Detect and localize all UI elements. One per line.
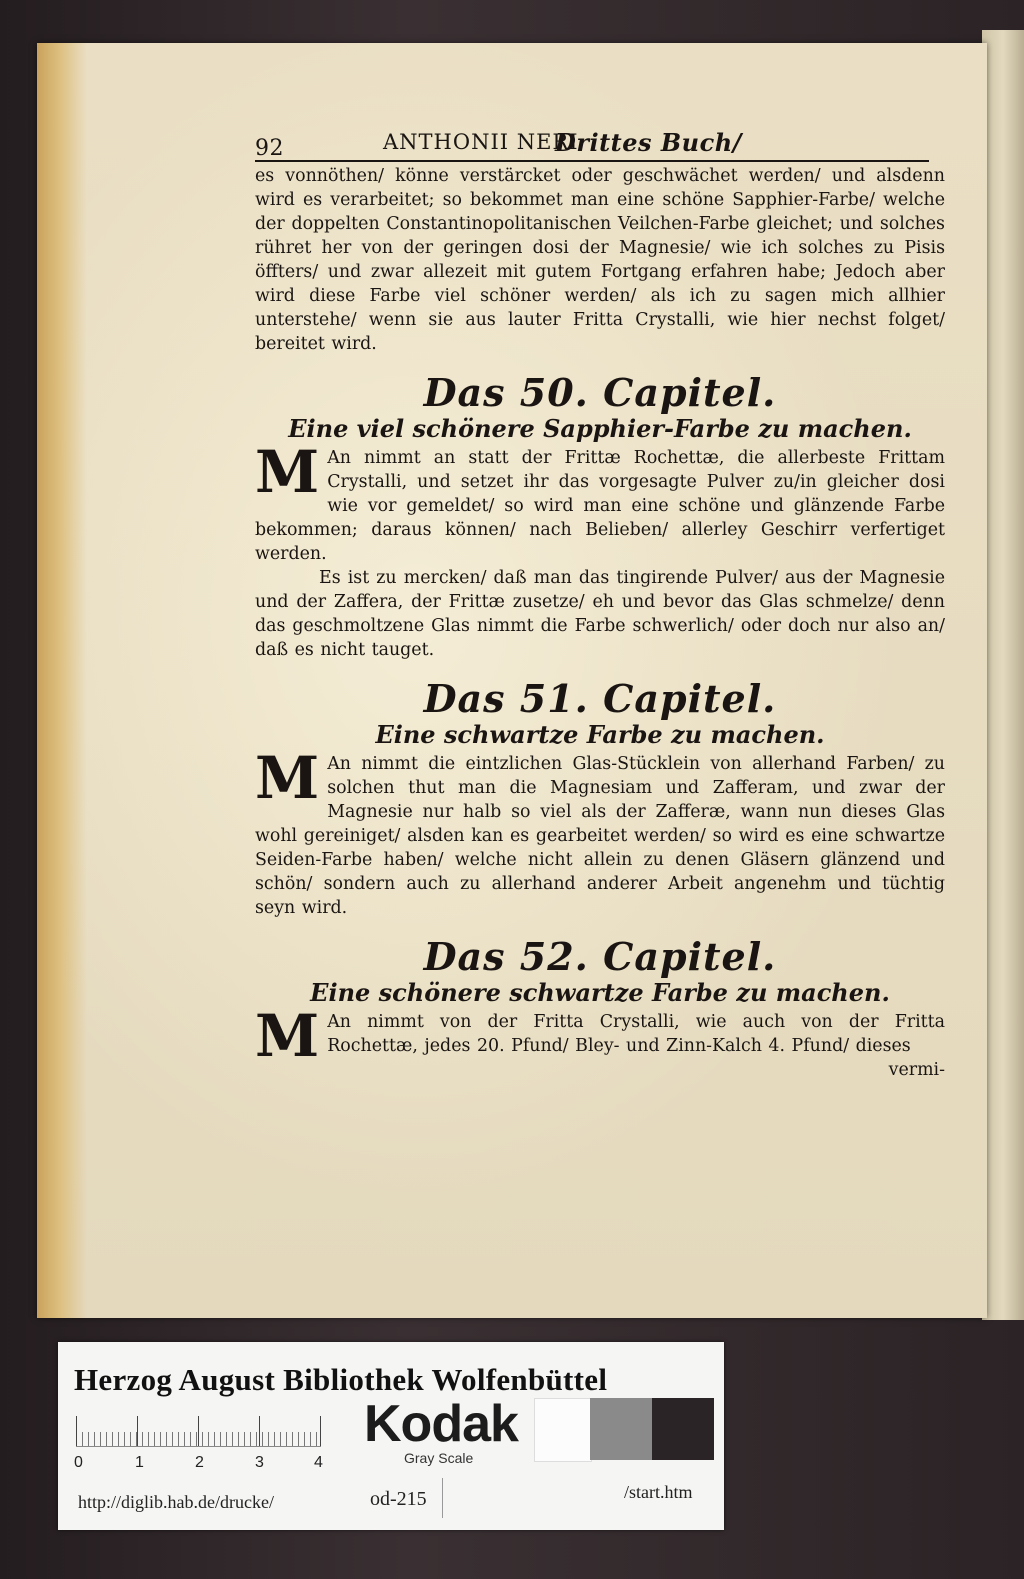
page-gutter xyxy=(37,43,87,1318)
library-name: Herzog August Bibliothek Wolfenbüttel xyxy=(74,1362,608,1397)
ruler-number: 1 xyxy=(135,1454,144,1471)
ruler-number: 0 xyxy=(74,1454,83,1471)
drop-cap: M xyxy=(255,438,320,506)
url-suffix: /start.htm xyxy=(624,1482,693,1502)
ruler-number: 4 xyxy=(314,1454,323,1471)
head-rule xyxy=(255,160,929,162)
chapter-subtitle: Eine viel schönere Sapphier-Farbe zu machen. xyxy=(288,414,912,443)
ruler-tick xyxy=(198,1416,199,1446)
ruler-number: 3 xyxy=(255,1454,264,1471)
adjacent-page-edge xyxy=(982,30,1024,1320)
chapter-title: Das 52. Capitel. xyxy=(423,934,777,979)
ruler-tick xyxy=(320,1416,321,1446)
page-number: 92 xyxy=(255,136,284,161)
chapter-paragraph-text: An nimmt von der Fritta Crystalli, wie auch von der Fritta Rochettæ, jedes 20. Pfund/ Bley- und Zinn-Kalch 4. Pfund/ dieses xyxy=(327,1012,945,1056)
chapter-paragraph-text: An nimmt die eintzlichen Glas-Stücklein von allerhand Farben/ zu solchen thut man die Magnesiam und Zafferam, und zwar der Magnesie nur halb so viel als der Zafferæ, wann nun dieses Glas wohl gereiniget/ alsden kan es gearbeitet werden/ so wird es eine schwartze Seiden-Farbe haben/ welche nicht allein zu denen Gläsern glänzend und schön/ sondern auch zu allerhand anderer Arbeit angenehm und tüchtig seyn wird. xyxy=(255,754,945,918)
drop-cap: M xyxy=(255,744,320,812)
item-id: od-215 xyxy=(370,1488,427,1510)
gray-scale-label: Gray Scale xyxy=(404,1450,474,1466)
chapter-paragraph-2: Es ist zu mercken/ daß man das tingirende Pulver/ aus der Magnesie und der Zaffera, der Frittæ zusetze/ eh und bevor das Glas schmelze/ denn das geschmoltzene Glas nimmt die Farbe schwerlich/ oder doch nur also an/ daß es nicht tauget. xyxy=(255,568,945,660)
chapter-paragraph xyxy=(255,744,945,920)
ruler-tick xyxy=(137,1416,138,1446)
running-head-author: ANTHONII NERI xyxy=(383,130,579,154)
running-head-book: Drittes Buch/ xyxy=(555,128,742,157)
url-prefix: http://diglib.hab.de/drucke/ xyxy=(78,1492,274,1512)
chapter-51 xyxy=(255,678,945,920)
opening-paragraph: es vonnöthen/ könne verstärcket oder geschwächet werden/ und alsdenn wird es verarbeitet; so bekommet man eine schöne Sapphier-Farbe/ welche der doppelten Constantinopolitanischen Veilchen-Farbe gleichet; und solches rühret her von der geringen dosi der Magnesie/ wie ich solches zu Pisis öffters/ und zwar allezeit mit gutem Fortgang erfahren habe; Jedoch aber wird diese Farbe viel schöner werden/ als ich zu sagen mich allhier unterstehe/ wenn sie aus lauter Fritta Crystalli, wie hier nechst folget/ bereitet wird. xyxy=(255,166,945,354)
running-head xyxy=(255,128,945,160)
scale-ruler xyxy=(76,1416,321,1447)
ruler-tick xyxy=(76,1416,77,1446)
chapter-title: Das 51. Capitel. xyxy=(423,676,777,721)
gray-swatch-dark xyxy=(652,1398,714,1460)
gray-swatch-mid xyxy=(590,1398,652,1460)
catchword: vermi- xyxy=(888,1060,945,1080)
chapter-paragraph-text: An nimmt an statt der Frittæ Rochettæ, die allerbeste Frittam Crystalli, und setzet ihr das vorgesagte Pulver zu/in gleicher dosi wie vor gemeldet/ so wird man eine schöne und glänzende Farbe bekommen; daraus können/ nach Belieben/ allerley Geschirr verfertiget werden. xyxy=(255,448,945,564)
ruler-tick xyxy=(259,1416,260,1446)
gray-swatch-white xyxy=(534,1398,592,1462)
drop-cap: M xyxy=(255,1002,320,1070)
chapter-50 xyxy=(255,372,945,662)
chapter-52 xyxy=(255,936,945,1082)
color-target-card xyxy=(58,1342,724,1530)
chapter-paragraph xyxy=(255,438,945,566)
chapter-subtitle: Eine schwartze Farbe zu machen. xyxy=(375,720,825,749)
page-text-block xyxy=(255,128,945,1082)
chapter-title: Das 50. Capitel. xyxy=(423,370,777,415)
kodak-logo: Kodak xyxy=(364,1395,518,1453)
ruler-number: 2 xyxy=(195,1454,204,1471)
chapter-subtitle: Eine schönere schwartze Farbe zu machen. xyxy=(310,978,890,1007)
